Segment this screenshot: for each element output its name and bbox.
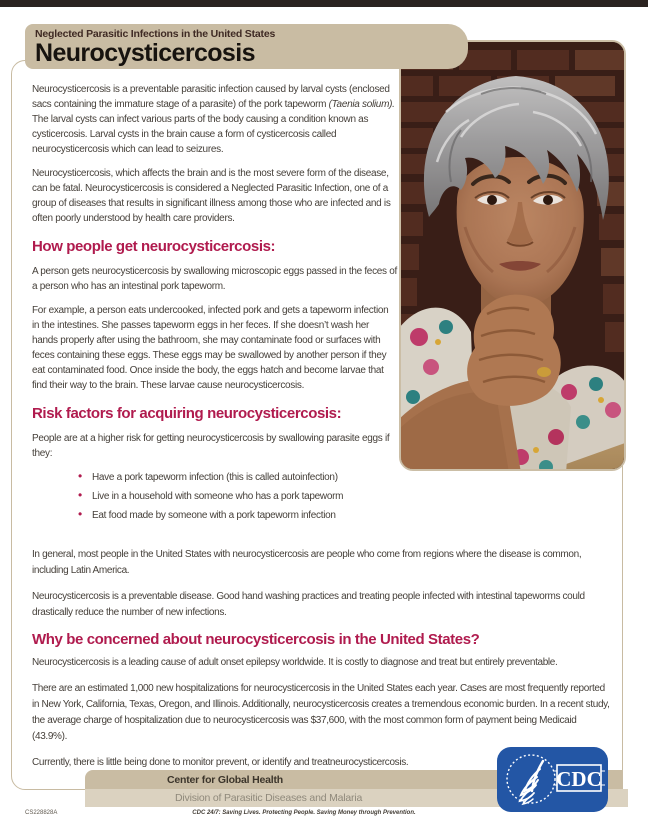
series-eyebrow: Neglected Parasitic Infections in the United States xyxy=(35,28,276,40)
portrait-illustration xyxy=(401,42,626,471)
general-paragraph-2: Neurocysticercosis is a preventable disease. Good hand washing practices and treating people infected with intestinal tapeworms could drastically reduce the number of new infections. xyxy=(32,591,585,618)
cdc-letter-box xyxy=(553,765,605,791)
risk-list-item: • Eat food made by someone with a pork tapeworm infection xyxy=(78,508,397,523)
why-paragraph-3: Currently, there is little being done to monitor prevent, or identify and treatneurocysticercosis. xyxy=(32,757,409,768)
cdc-logo-text: CDC xyxy=(556,767,602,791)
intro-paragraph-1 xyxy=(32,82,397,157)
header-band xyxy=(25,24,468,69)
center-name: Center for Global Health xyxy=(167,773,283,786)
general-paragraph-1: In general, most people in the United States with neurocysticercosis are people who come from regions where the disease is common, including Latin America. xyxy=(32,549,582,576)
intro-p1-after: The larval cysts can infect various parts of the body causing a condition known as cysticercosis. Larval cysts in the brain cause a form of cysticercosis called neurocysticercosis which can lead to seizures. xyxy=(32,114,369,155)
risk-list-item: • Live in a household with someone who has a pork tapeworm xyxy=(78,489,397,504)
why-paragraph-2: There are an estimated 1,000 new hospitalizations for neurocysticercosis in the United States each year. Cases are most frequently reported in New York, California, Texas, Oregon, and Illinois. Additionally, neurocysticercosis creates a tremendous economic burden. In a recent study, the average charge of hospitalization due to neurocysticercosis was $37,600, with the most common form of payment being Medicaid (43.9%). xyxy=(32,683,610,742)
cdc-hhs-logo-icon xyxy=(497,747,608,812)
top-accent-bar xyxy=(0,0,648,7)
lower-section xyxy=(32,547,610,781)
risk-factor-list xyxy=(78,470,397,523)
risk-list-item: • Have a pork tapeworm infection (this is called autoinfection) xyxy=(78,470,397,485)
document-number: CS228828A xyxy=(25,810,58,816)
intro-paragraph-2: Neurocysticercosis, which affects the brain and is the most severe form of the disease, can be fatal. Neurocysticercosis is considered a Neglected Parasitic Infection, one of a group of diseases that results in significant illness among those who are infected and is often poorly understood by health care providers. xyxy=(32,168,391,224)
hhs-eagle-icon xyxy=(520,761,543,804)
cdc-tagline: CDC 24/7: Saving Lives. Protecting People. Saving Money through Prevention. xyxy=(192,810,416,816)
why-section-heading: Why be concerned about neurocysticercosis in the United States? xyxy=(32,631,480,648)
intro-p1-species-italic: (Taenia solium). xyxy=(328,99,395,110)
how-paragraph-1: A person gets neurocysticercosis by swallowing microscopic eggs passed in the feces of a person who has an intestinal pork tapeworm. xyxy=(32,266,397,292)
cdc-logo xyxy=(497,747,608,812)
risk-intro: People are at a higher risk for getting neurocysticercosis by swallowing parasite eggs if they: xyxy=(32,433,390,459)
why-paragraph-1: Neurocysticercosis is a leading cause of adult onset epilepsy worldwide. It is costly to diagnose and treat but entirely preventable. xyxy=(32,657,558,668)
intro-p1-before: Neurocysticercosis is a preventable parasitic infection caused by larval cysts (enclosed sacs containing the immature stage of a parasite) of the pork tapeworm xyxy=(32,84,390,110)
portrait-photo-elderly-woman xyxy=(399,40,626,471)
left-column xyxy=(32,82,397,527)
division-name: Division of Parasitic Diseases and Malaria xyxy=(175,792,363,804)
risk-section-heading: Risk factors for acquiring neurocysticercosis: xyxy=(32,405,342,422)
how-section-heading: How people get neurocysticercosis: xyxy=(32,238,276,255)
page-title: Neurocysticercosis xyxy=(35,39,255,67)
how-paragraph-2: For example, a person eats undercooked, infected pork and gets a tapeworm infection in the intestines. She passes tapeworm eggs in her feces. If she doesn’t wash her hands properly after using the bathroom, she may contaminate food or surfaces with feces containing these eggs. These eggs may be swallowed by another person if they eat contaminated food. Once inside the body, the eggs hatch and become larvae that find their way to the brain. These larvae cause neurocysticercosis. xyxy=(32,305,389,391)
